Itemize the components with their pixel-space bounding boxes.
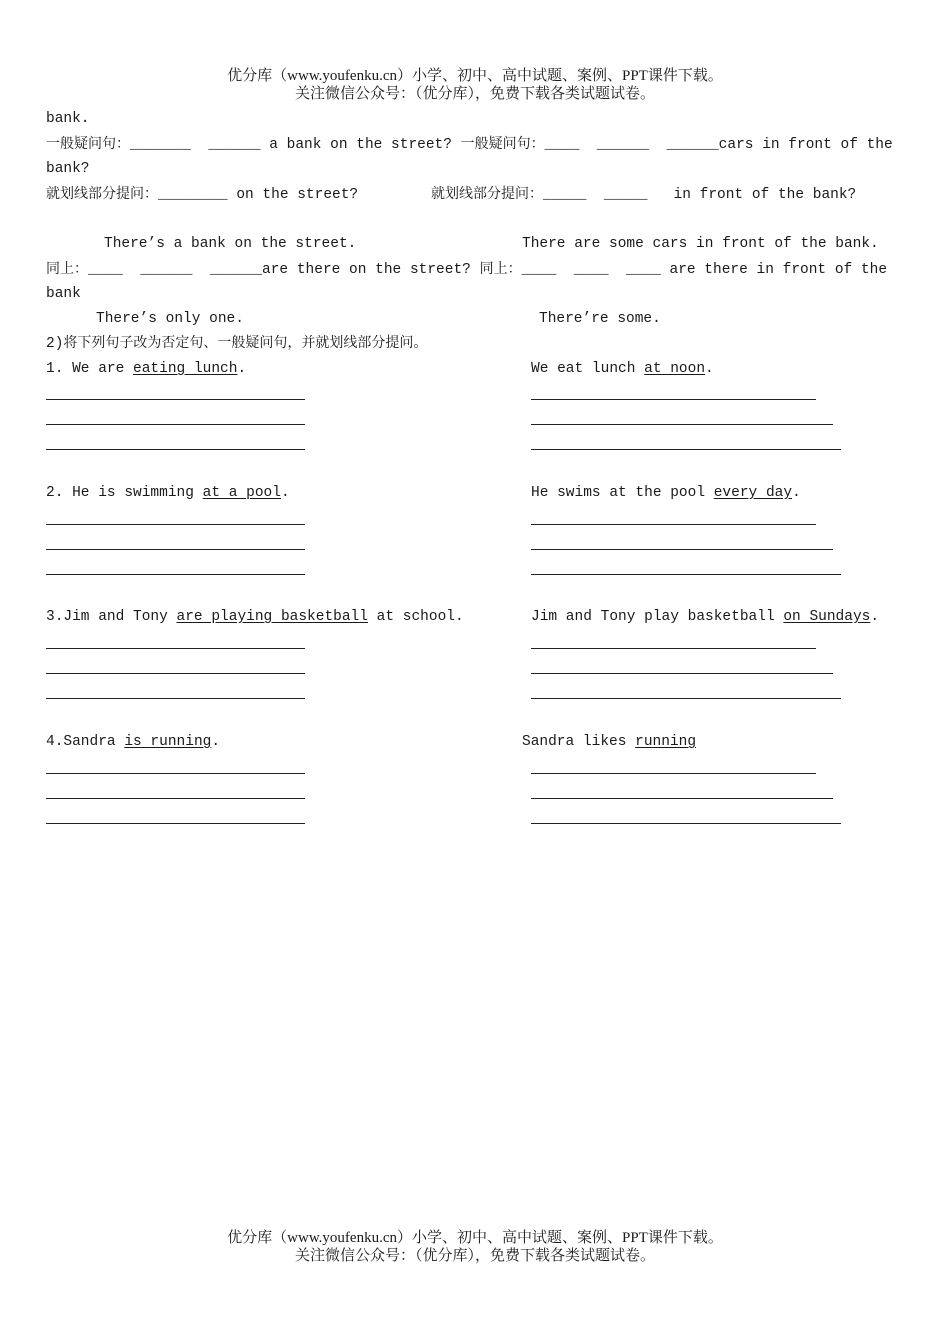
exercise-3-right: Jim and Tony play basketball on Sundays.: [531, 609, 880, 625]
question-line-wh-b: 就划线部分提问：_____ _____ in front of the bank?: [431, 186, 857, 203]
answer-line: [46, 574, 305, 575]
answer-line: [46, 673, 305, 674]
answer-line: [531, 823, 841, 824]
question-line-same: 同上：____ ______ ______are there on the street? 同上：____ ____ ____ are there in front of the: [46, 261, 888, 278]
text-bank-3: bank: [46, 286, 81, 302]
answer-line: [531, 798, 833, 799]
footer-line-1: 优分库（www.youfenku.cn）小学、初中、高中试题、案例、PPT课件下载。: [227, 1230, 723, 1246]
answer-line: [531, 399, 816, 400]
answer-line: [46, 399, 305, 400]
answer-line: [531, 673, 833, 674]
exercise-3-left: 3.Jim and Tony are playing basketball at school.: [46, 609, 464, 625]
text-bank-1: bank.: [46, 111, 90, 127]
answer-some: There’re some.: [539, 311, 661, 327]
answer-line: [531, 773, 816, 774]
answer-line: [46, 648, 305, 649]
answer-line: [531, 424, 833, 425]
footer-line-2: 关注微信公众号：（优分库），免费下载各类试题试卷。: [294, 1248, 655, 1264]
answer-line: [531, 524, 816, 525]
sentence-cars-bank: There are some cars in front of the bank.: [522, 236, 879, 252]
answer-line: [46, 524, 305, 525]
exercise-4-right: Sandra likes running: [522, 734, 697, 750]
sentence-bank-street: There’s a bank on the street.: [104, 236, 357, 252]
exercise-4-left: 4.Sandra is running.: [46, 734, 221, 750]
answer-line: [46, 798, 305, 799]
exercise-2-left: 2. He is swimming at a pool.: [46, 485, 290, 501]
answer-line: [531, 648, 816, 649]
exercise-2-right: He swims at the pool every day.: [531, 485, 801, 501]
exercise-1-left: 1. We are eating lunch.: [46, 361, 247, 377]
text-bank-2: bank?: [46, 161, 90, 177]
answer-line: [46, 549, 305, 550]
header-line-2: 关注微信公众号：（优分库），免费下载各类试题试卷。: [294, 86, 655, 102]
answer-line: [46, 773, 305, 774]
answer-line: [531, 549, 833, 550]
header-line-1: 优分库（www.youfenku.cn）小学、初中、高中试题、案例、PPT课件下载。: [227, 68, 723, 84]
answer-line: [46, 424, 305, 425]
section-title: 2)将下列句子改为否定句、一般疑问句，并就划线部分提问。: [46, 335, 428, 352]
answer-line: [531, 449, 841, 450]
answer-line: [46, 698, 305, 699]
answer-line: [46, 823, 305, 824]
exercise-1-right: We eat lunch at noon.: [531, 361, 714, 377]
answer-line: [46, 449, 305, 450]
answer-line: [531, 698, 841, 699]
answer-line: [531, 574, 841, 575]
answer-only-one: There’s only one.: [96, 311, 244, 327]
question-line-general-a: 一般疑问句：_______ ______ a bank on the street? 一般疑问句：____ ______ ______cars in front of the: [46, 136, 893, 153]
question-line-wh-a: 就划线部分提问：________ on the street?: [46, 186, 359, 203]
